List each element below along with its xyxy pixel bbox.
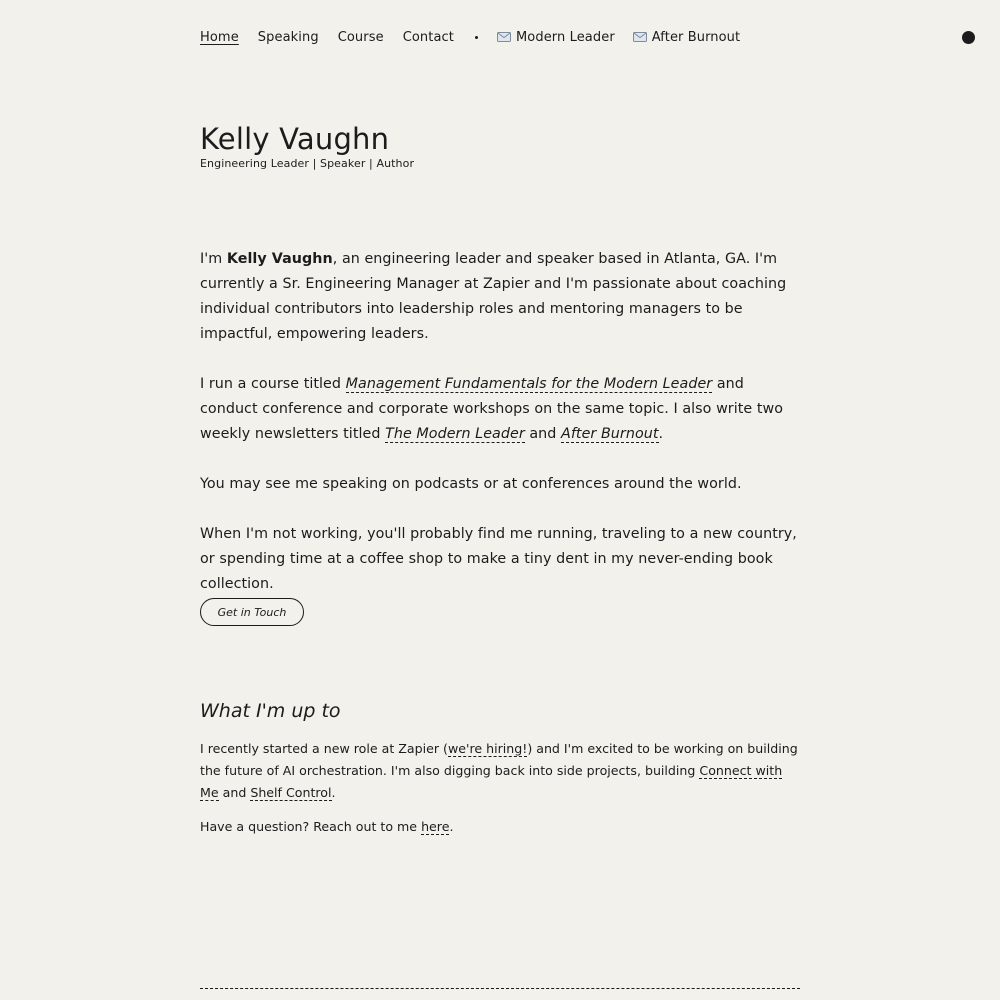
up-to-paragraph — [200, 816, 800, 838]
bio-text: and conduct conference and corporate workshops on the same topic. I also write two weekly newsletters titled — [200, 376, 784, 442]
nav-modern-leader-link[interactable] — [497, 30, 615, 45]
nav-modern-leader-label: Modern Leader — [515, 29, 615, 45]
bio-paragraph: When I'm not working, you'll probably find me running, traveling to a new country, or spending time at a coffee shop to make a tiny dent in my never-ending book collection. — [200, 526, 797, 592]
up-to-text: and — [218, 785, 251, 800]
up-to-text: ) and I'm excited to be working on building the future of AI orchestration. I'm also digging back into side projects, building — [200, 741, 798, 778]
bio-paragraph: You may see me speaking on podcasts or at conferences around the world. — [200, 476, 742, 492]
envelope-icon — [633, 32, 647, 42]
nav-speaking-link[interactable]: Speaking — [257, 29, 319, 45]
bio-text: I run a course titled — [200, 376, 346, 392]
up-to-text: I recently started a new role at Zapier ( — [200, 741, 448, 756]
bio-paragraph — [200, 372, 800, 447]
bio-text: and — [524, 426, 562, 442]
nav-contact-link[interactable]: Contact — [402, 29, 454, 45]
envelope-icon — [497, 32, 511, 42]
bio-text: . — [658, 426, 664, 442]
connect-with-me-link[interactable]: Connect with Me — [200, 763, 783, 800]
after-burnout-link[interactable]: After Burnout — [561, 426, 659, 442]
up-to-text: . — [449, 819, 454, 834]
bio-name-bold: Kelly Vaughn — [226, 251, 333, 267]
nav-course-link[interactable]: Course — [337, 29, 384, 45]
bio-text: I'm — [200, 251, 227, 267]
course-link[interactable]: Management Fundamentals for the Modern Leader — [345, 376, 713, 392]
hiring-link[interactable]: we're hiring! — [447, 741, 528, 756]
tagline: Engineering Leader | Speaker | Author — [200, 157, 415, 170]
nav-after-burnout-label: After Burnout — [651, 29, 741, 45]
page-title: Kelly Vaughn — [200, 122, 390, 156]
up-to-text: Have a question? Reach out to me — [200, 819, 422, 834]
contact-here-link[interactable]: here — [421, 819, 450, 834]
bio-section — [200, 247, 800, 622]
footer-divider — [200, 988, 800, 989]
top-nav — [200, 26, 758, 48]
up-to-paragraph — [200, 738, 800, 804]
up-to-section — [200, 738, 800, 850]
nav-after-burnout-link[interactable] — [633, 30, 740, 45]
nav-separator-dot — [475, 36, 478, 39]
shelf-control-link[interactable]: Shelf Control — [250, 785, 332, 800]
nav-home-link[interactable]: Home — [200, 29, 239, 45]
bio-paragraph — [200, 247, 800, 347]
bio-text: , an engineering leader and speaker based in Atlanta, GA. I'm currently a Sr. Engineering Manager at Zapier and I'm passionate about coaching individual contributors into leadership roles and mentoring managers to be impactful, empowering leaders. — [200, 251, 787, 342]
section-heading: What I'm up to — [200, 700, 341, 722]
get-in-touch-button[interactable]: Get in Touch — [200, 598, 304, 626]
up-to-text: . — [331, 785, 336, 800]
modern-leader-link[interactable]: The Modern Leader — [385, 426, 525, 442]
theme-toggle-button[interactable] — [962, 31, 975, 44]
